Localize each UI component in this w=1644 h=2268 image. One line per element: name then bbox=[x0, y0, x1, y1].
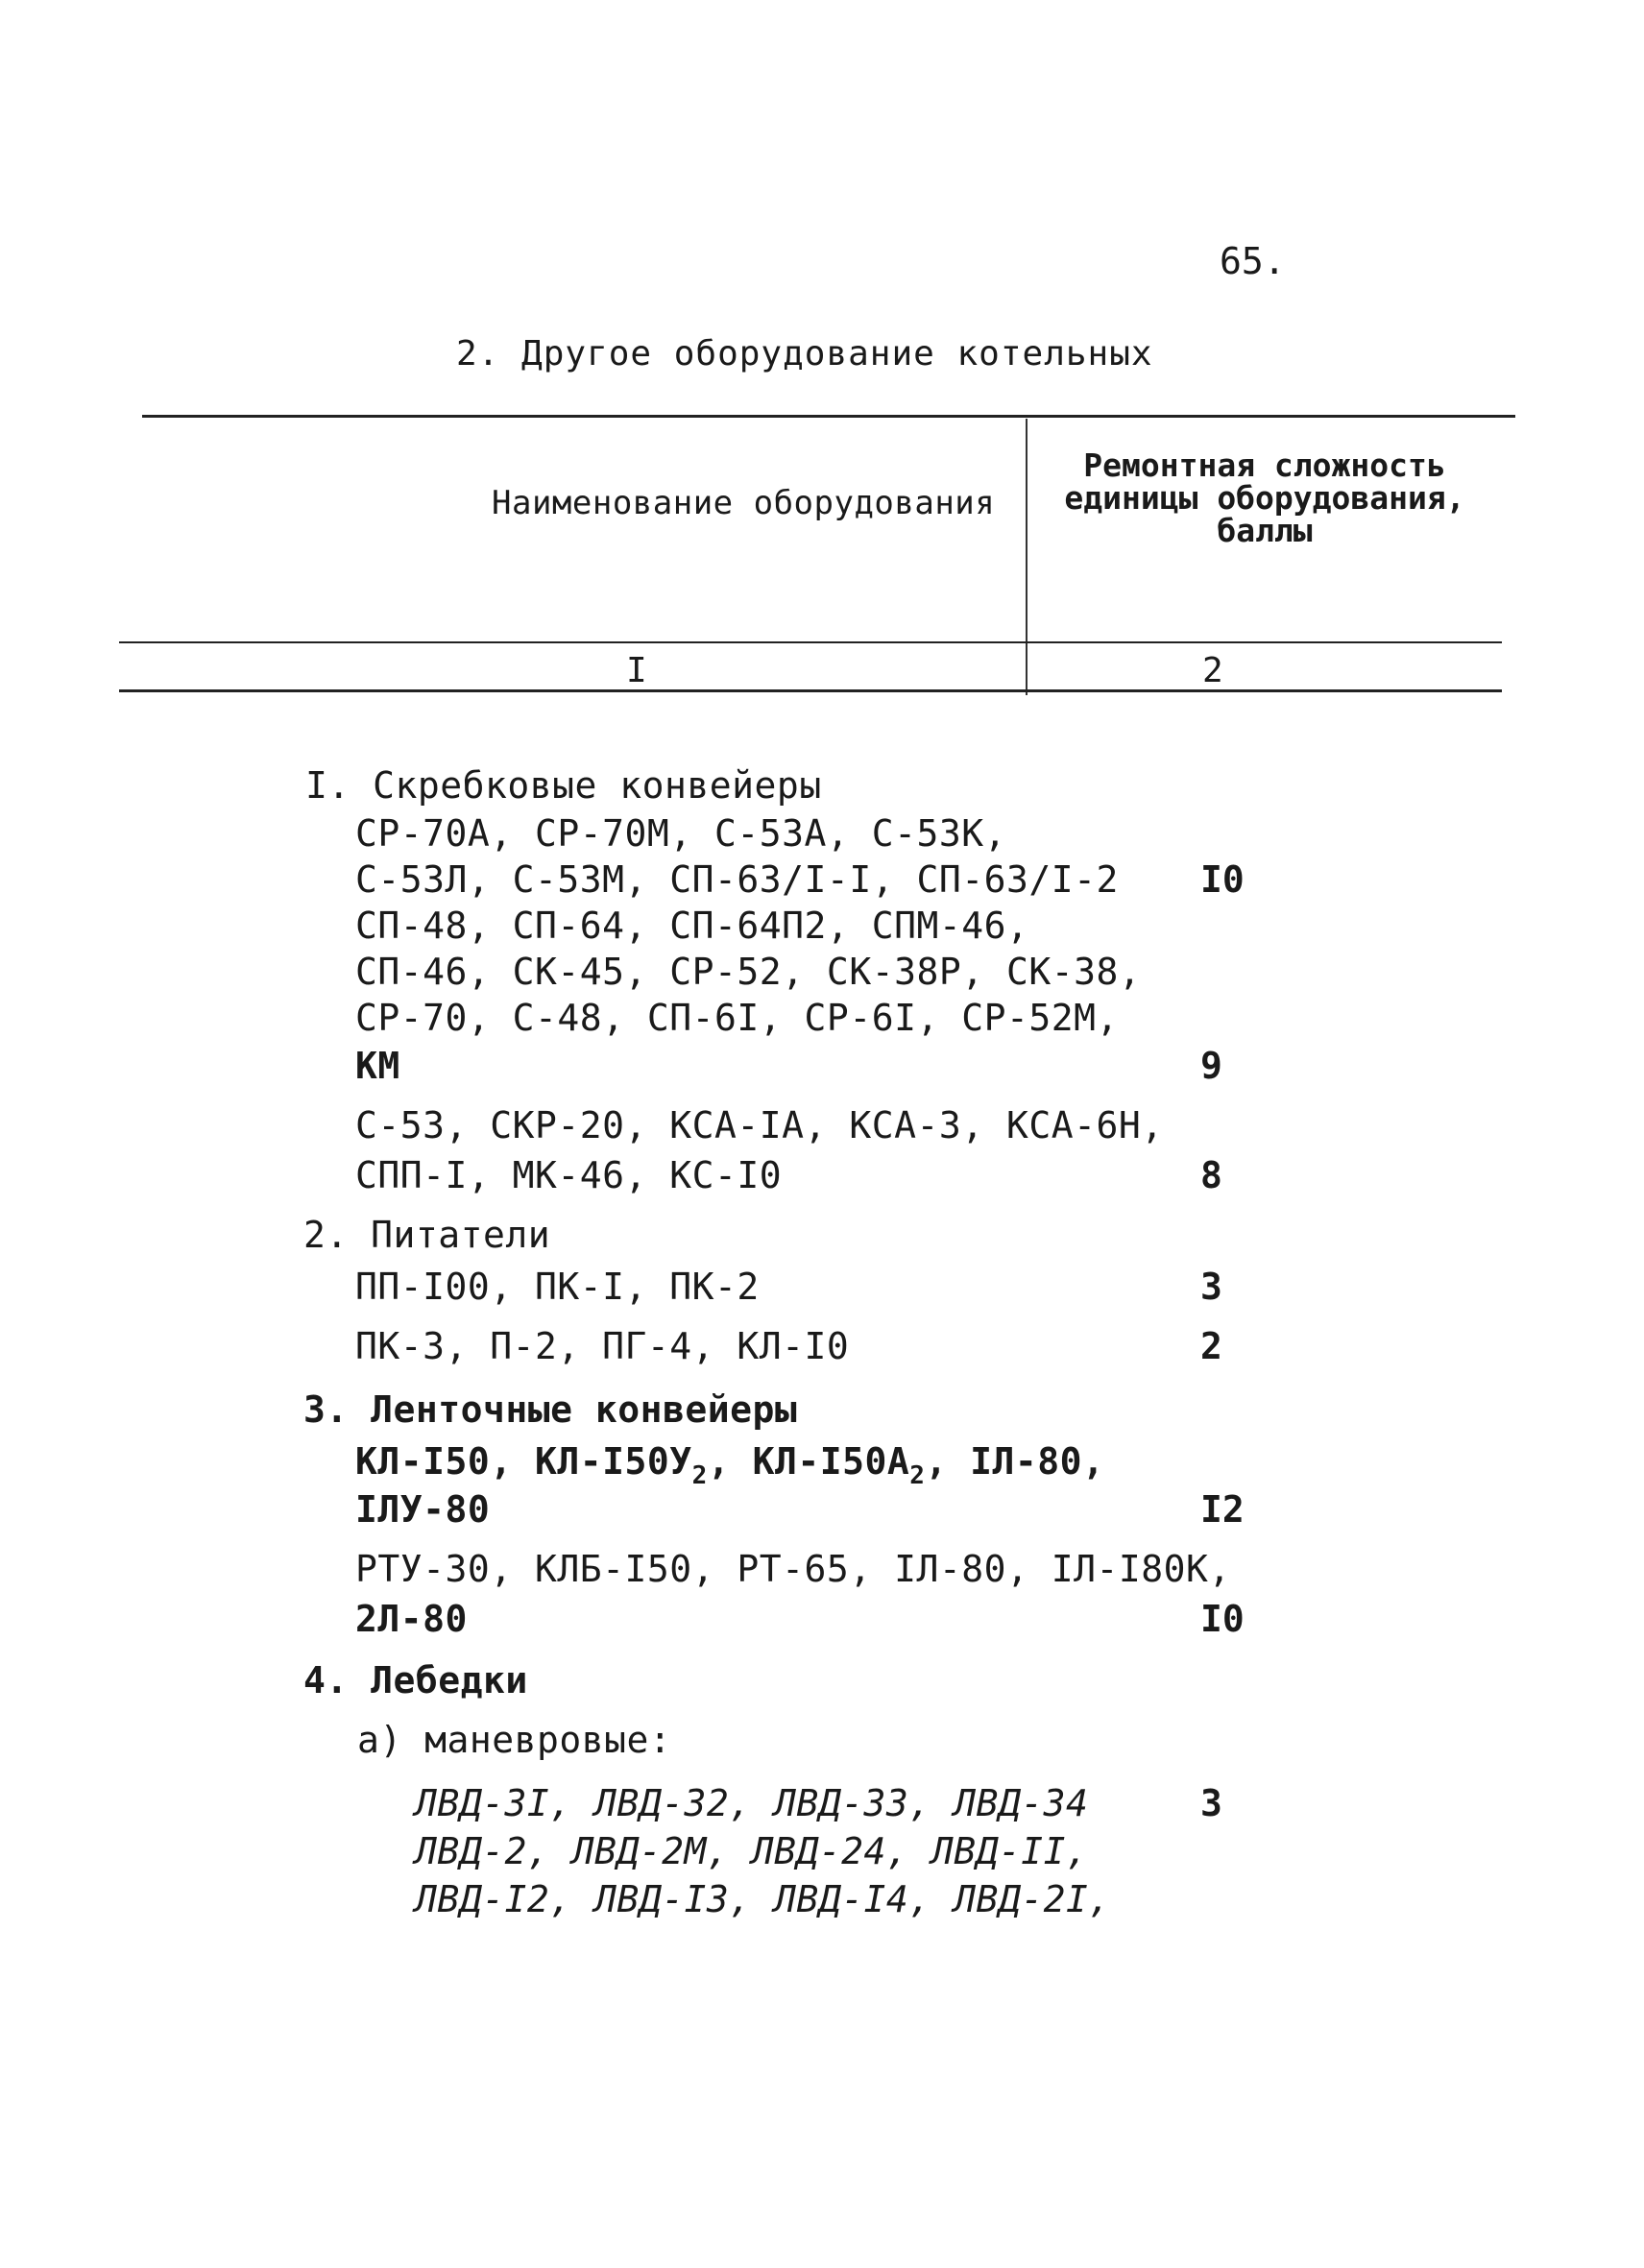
column-header-complexity-line3: баллы bbox=[1217, 512, 1313, 549]
list-item: С-53, СКР-20, КСА-IА, КСА-3, КСА-6Н, bbox=[355, 1104, 1164, 1146]
list-item-part: , КЛ-I50А bbox=[707, 1440, 910, 1483]
complexity-value: I2 bbox=[1200, 1488, 1245, 1531]
complexity-value: 9 bbox=[1200, 1045, 1222, 1087]
list-item bbox=[355, 1440, 1104, 1490]
section-title: 2. Другое оборудование котельных bbox=[456, 334, 1153, 374]
list-item: 2Л-80 bbox=[355, 1598, 468, 1640]
number-row-rule bbox=[119, 689, 1502, 692]
section-heading-winches: 4. Лебедки bbox=[303, 1659, 528, 1701]
list-item: СПП-I, МК-46, КС-I0 bbox=[355, 1154, 783, 1196]
list-item: СП-48, СП-64, СП-64П2, СПМ-46, bbox=[355, 905, 1029, 947]
header-bottom-rule bbox=[119, 641, 1502, 643]
column-header-complexity-line2: единицы оборудования, bbox=[1064, 479, 1465, 517]
list-item: ЛВД-3I, ЛВД-32, ЛВД-33, ЛВД-34 bbox=[415, 1782, 1089, 1824]
list-item: ЛВД-I2, ЛВД-I3, ЛВД-I4, ЛВД-2I, bbox=[415, 1878, 1111, 1920]
list-item: С-53Л, С-53М, СП-63/I-I, СП-63/I-2 bbox=[355, 858, 1119, 901]
complexity-value: 2 bbox=[1200, 1325, 1222, 1367]
complexity-value: 3 bbox=[1200, 1266, 1222, 1308]
list-item: ЛВД-2, ЛВД-2М, ЛВД-24, ЛВД-II, bbox=[415, 1830, 1089, 1872]
column-number-2: 2 bbox=[1202, 651, 1223, 690]
list-item: СР-70А, СР-70М, С-53А, С-53К, bbox=[355, 812, 1006, 855]
list-item: СР-70, С-48, СП-6I, СР-6I, СР-52М, bbox=[355, 997, 1119, 1039]
section-heading-belt-conveyors: 3. Ленточные конвейеры bbox=[303, 1388, 798, 1431]
list-item: КМ bbox=[355, 1045, 400, 1087]
column-divider bbox=[1026, 419, 1028, 695]
section-heading-scraper-conveyors: I. Скребковые конвейеры bbox=[305, 764, 822, 807]
complexity-value: 8 bbox=[1200, 1154, 1222, 1196]
list-item: ПК-3, П-2, ПГ-4, КЛ-I0 bbox=[355, 1325, 850, 1367]
complexity-value: I0 bbox=[1200, 1598, 1245, 1640]
list-item: ПП-I00, ПК-I, ПК-2 bbox=[355, 1266, 760, 1308]
list-item: РТУ-30, КЛБ-I50, РТ-65, IЛ-80, IЛ-I80К, bbox=[355, 1548, 1231, 1590]
list-item-part: , IЛ-80, bbox=[925, 1440, 1105, 1483]
column-header-complexity-line1: Ремонтная сложность bbox=[1083, 446, 1446, 484]
column-header-complexity bbox=[1049, 446, 1481, 549]
page-number: 65. bbox=[1220, 240, 1286, 282]
list-item: IЛУ-80 bbox=[355, 1488, 491, 1531]
subscript: 2 bbox=[691, 1461, 708, 1490]
subsection-heading-maneuvering: а) маневровые: bbox=[357, 1719, 672, 1761]
list-item-part: КЛ-I50, КЛ-I50У bbox=[355, 1440, 692, 1483]
column-number-1: I bbox=[626, 651, 647, 690]
complexity-value: 3 bbox=[1200, 1782, 1222, 1824]
section-heading-feeders: 2. Питатели bbox=[303, 1214, 551, 1256]
complexity-value: I0 bbox=[1200, 858, 1245, 901]
column-header-name: Наименование оборудования bbox=[492, 484, 996, 522]
table-top-rule bbox=[142, 415, 1515, 418]
subscript: 2 bbox=[909, 1461, 926, 1490]
list-item: СП-46, СК-45, СР-52, СК-38Р, СК-38, bbox=[355, 951, 1142, 993]
